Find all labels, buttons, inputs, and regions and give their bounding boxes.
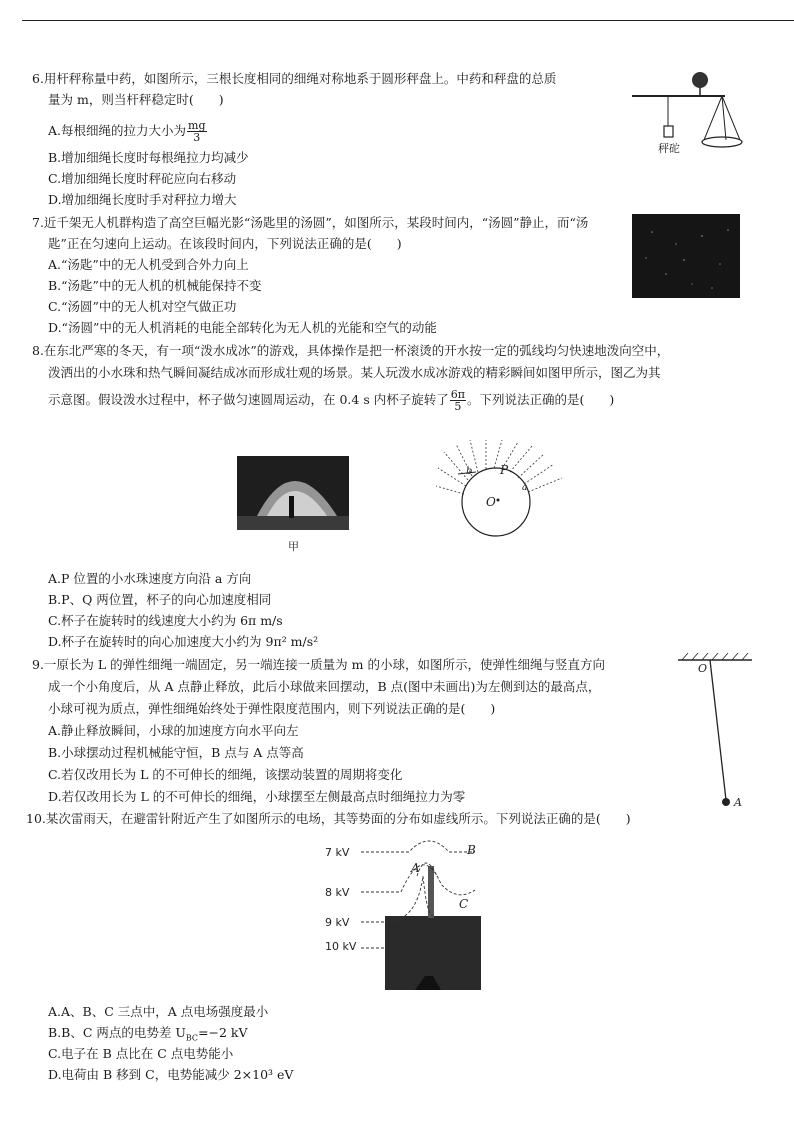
q10-field-diagram	[325, 836, 515, 992]
q10-option-a: A.A、B、C 三点中，A 点电场强度最小	[48, 1004, 269, 1019]
q6-option-a-fraction	[187, 120, 206, 143]
q8-stem-line3	[48, 389, 614, 412]
q9-stem-line2: 成一个小角度后，从 A 点静止释放，此后小球做来回摆动，B 点(图中未画出)为左侧到达的最高点，	[48, 679, 601, 694]
q8-frac-den: 5	[454, 400, 462, 413]
q9-option-d: D.若仅改用长为 L 的不可伸长的细绳，小球摆至左侧最高点时细绳拉力为零	[48, 789, 466, 804]
q6-option-a-text: A.每根细绳的拉力大小为	[48, 123, 187, 138]
q6-frac-den: 3	[193, 131, 201, 144]
q10-kv10-label: 10 kV	[325, 940, 357, 953]
q9-option-b: B.小球摆动过程机械能守恒，B 点与 A 点等高	[48, 745, 304, 760]
q10-kv9-label: 9 kV	[325, 916, 350, 929]
q7-drone-light-show-photo	[632, 214, 740, 298]
q8-label-a: a	[522, 483, 528, 493]
q8-label-o: O	[486, 495, 496, 509]
q7-stem-line1: 7.近千架无人机群构造了高空巨幅光影“汤匙里的汤圆”，如图所示，某段时间内，“汤圆”静止，而“汤	[32, 215, 589, 230]
q9-option-a: A.静止释放瞬间，小球的加速度方向水平向左	[48, 723, 299, 738]
q8-photo-spray	[237, 456, 349, 530]
q8-option-d: D.杯子在旋转时的向心加速度大小约为 9π² m/s²	[48, 634, 319, 649]
q6-option-d: D.增加细绳长度时手对秤拉力增大	[48, 192, 237, 207]
q8-stem-line1: 8.在东北严寒的冬天，有一项“泼水成冰”的游戏，具体操作是把一杯滚烫的开水按一定的弧线均匀快速地泼向空中，	[32, 343, 670, 358]
q8-option-c: C.杯子在旋转时的线速度大小约为 6π m/s	[48, 613, 283, 628]
q8-stem3-tail: 。下列说法正确的是( )	[466, 392, 615, 407]
q6-frac-num: mg	[188, 119, 206, 132]
q10-option-b-subscript: BC	[185, 1033, 199, 1043]
q8-figure-yi-diagram	[436, 440, 566, 540]
q9-label-a: A	[734, 796, 742, 809]
q6-steelyard-figure	[630, 68, 750, 158]
q8-option-b: B.P、Q 两位置，杯子的向心加速度相同	[48, 592, 272, 607]
q10-option-b-tail: =−2 kV	[198, 1025, 248, 1040]
q8-label-b: b	[466, 466, 473, 477]
q7-option-b: B.“汤匙”中的无人机的机械能保持不变	[48, 278, 262, 293]
q9-label-o: O	[698, 662, 708, 675]
scale-pan-icon	[702, 137, 742, 147]
q10-kv7-label: 7 kV	[325, 846, 350, 859]
q6-option-b: B.增加细绳长度时每根绳拉力均减少	[48, 150, 249, 165]
q8-figure-jia-caption: 甲	[288, 540, 299, 553]
q8-stem-line2: 泼洒出的小水珠和热气瞬间凝结成冰而形成壮观的场景。某人玩泼水成冰游戏的精彩瞬间如图甲所示，图乙为其	[48, 365, 661, 380]
q7-option-d: D.“汤圆”中的无人机消耗的电能全部转化为无人机的光能和空气的动能	[48, 320, 437, 335]
q9-stem-line3: 小球可视为质点，弹性细绳始终处于弹性限度范围内，则下列说法正确的是( )	[48, 701, 496, 716]
q9-option-c: C.若仅改用长为 L 的不可伸长的细绳，该摆动装置的周期将变化	[48, 767, 403, 782]
q10-option-c: C.电子在 B 点比在 C 点电势能小	[48, 1046, 234, 1061]
q6-option-c: C.增加细绳长度时秤砣应向右移动	[48, 171, 237, 186]
q8-stem3-fraction	[450, 389, 466, 412]
q7-option-a: A.“汤匙”中的无人机受到合外力向上	[48, 257, 249, 272]
q9-ball-icon	[722, 798, 730, 806]
q8-figure-jia-photo	[237, 456, 349, 530]
q6-counterweight-label: 秤砣	[658, 142, 680, 155]
q6-stem-line1: 6.用杆秤称量中药，如图所示，三根长度相同的细绳对称地系于圆形秤盘上。中药和秤盘的总质	[32, 71, 557, 86]
q8-stem3-text: 示意图。假设泼水过程中，杯子做匀速圆周运动，在 0.4 s 内杯子旋转了	[48, 392, 449, 407]
q10-kv8-label: 8 kV	[325, 886, 350, 899]
q8-option-a: A.P 位置的小水珠速度方向沿 a 方向	[48, 571, 252, 586]
hand-holding-icon	[692, 72, 708, 88]
page-top-rule	[22, 20, 794, 21]
q7-photo-speckles	[632, 214, 740, 298]
counterweight-icon	[664, 126, 673, 137]
q6-option-a	[48, 120, 208, 143]
q9-stem-line1: 9.一原长为 L 的弹性细绳一端固定，另一端连接一质量为 m 的小球，如图所示，使弹性细绳与竖直方向	[32, 657, 605, 672]
q10-stem-line1: 10.某次雷雨天，在避雷针附近产生了如图所示的电场，其等势面的分布如虚线所示。下列说法正确的是( )	[26, 811, 631, 826]
q10-label-b: B	[467, 843, 476, 857]
q10-option-b	[48, 1024, 248, 1048]
q7-option-c: C.“汤圆”中的无人机对空气做正功	[48, 299, 237, 314]
q7-stem-line2: 匙”正在匀速向上运动。在该段时间内，下列说法正确的是( )	[48, 236, 402, 251]
q6-stem-line2: 量为 m，则当杆秤稳定时( )	[48, 92, 224, 107]
q9-pendulum-figure	[676, 650, 756, 812]
q10-label-a: A	[411, 861, 420, 875]
q10-option-b-text: B.B、C 两点的电势差 U	[48, 1025, 186, 1040]
q8-label-p: P	[500, 463, 509, 477]
q10-option-d: D.电荷由 B 移到 C，电势能减少 2×10³ eV	[48, 1067, 294, 1082]
lightning-rod-icon	[428, 866, 434, 918]
q8-frac-num: 6π	[450, 388, 465, 401]
q10-label-c: C	[459, 897, 469, 911]
